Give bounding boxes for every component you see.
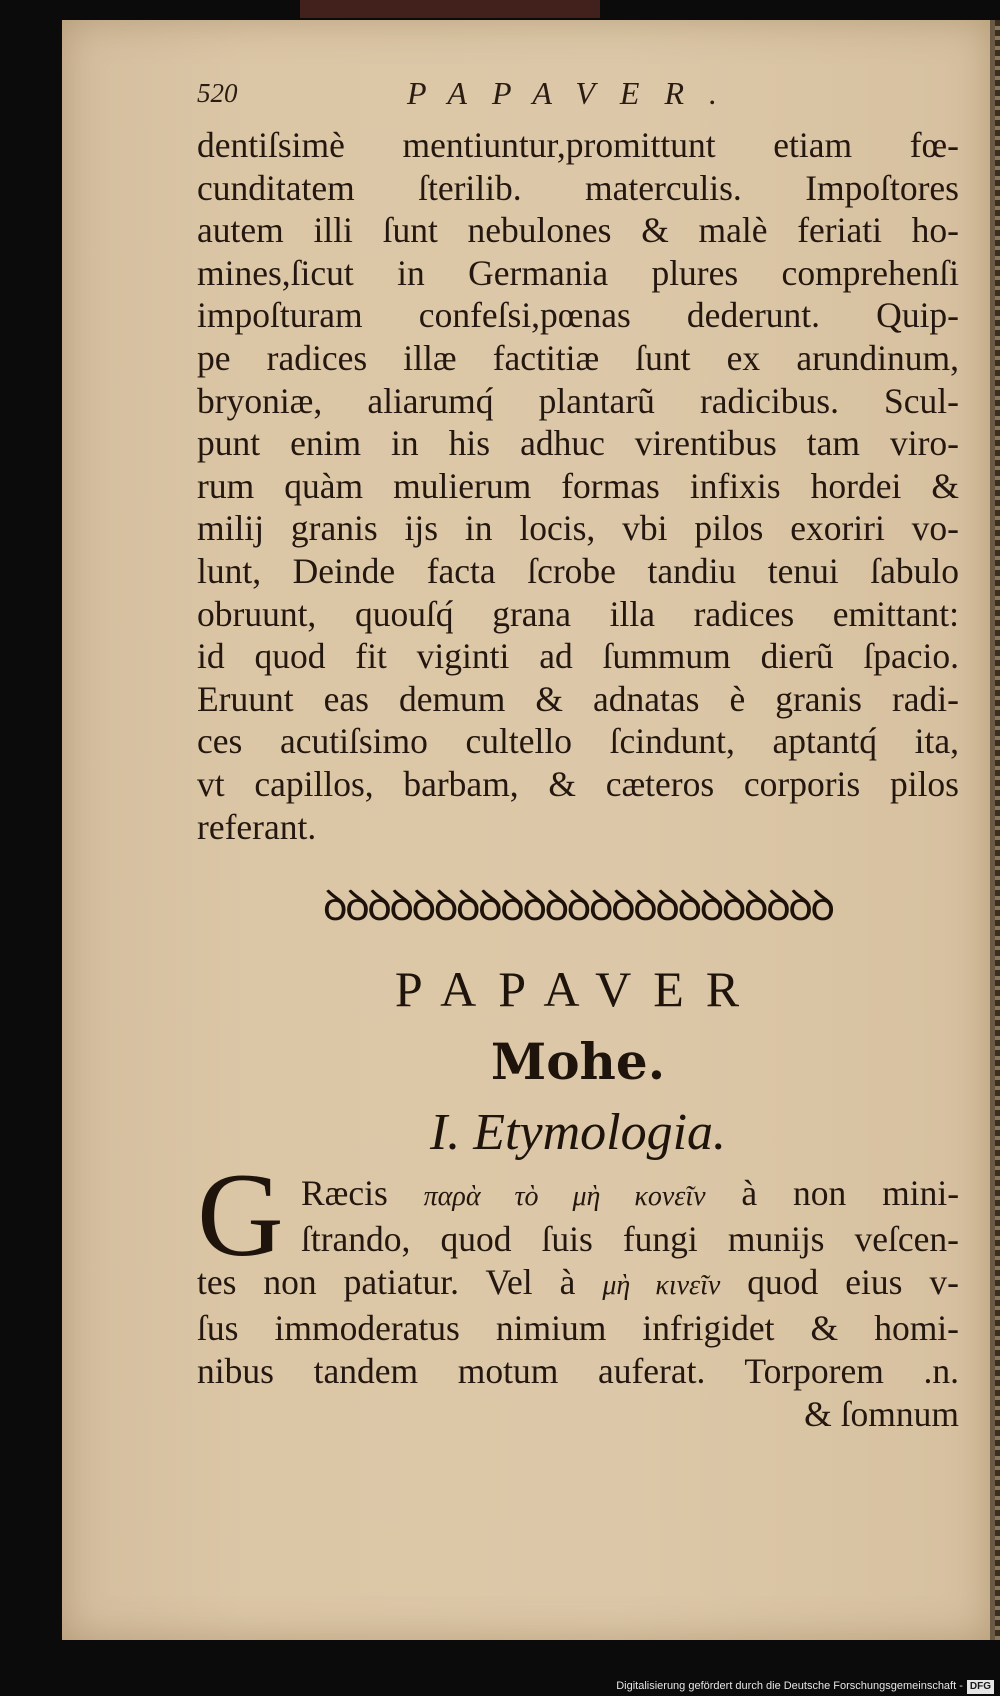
page-number: 520 [197,78,238,108]
text-line: ces acutiſsimo cultello ſcindunt, aptantq́ ita, [197,721,959,762]
catchword: & ſomnum [804,1394,959,1434]
binding-strip [300,0,600,18]
text-fragment: à non mini- [741,1173,960,1213]
text-line: vt capillos, barbam, & cæteros corporis pilos [197,763,959,804]
text-line: impoſturam confeſsi,pœnas dederunt. Quip- [197,295,959,336]
german-name: Mohe. [490,1032,666,1091]
text-fragment: quod eius v- [747,1262,959,1302]
text-line: rum quàm mulierum formas infixis hordei & [197,465,959,506]
running-title: PAPAVER. [407,75,742,111]
greek-text: μὴ κινεῖν [602,1270,721,1301]
drop-capital: G [197,1148,284,1281]
dfg-logo: DFG [967,1680,994,1694]
body-text [197,124,959,848]
text-line: ſus immoderatus nimium infrigidet & homi- [197,1308,959,1348]
chapter-title: PAPAVER [394,961,762,1017]
ornamental-border: ꝺꝺꝺꝺꝺꝺꝺꝺꝺꝺꝺꝺꝺꝺꝺꝺꝺꝺꝺꝺꝺꝺꝺ [322,884,833,930]
page-edge [995,20,1000,1640]
text-line: punt enim in his adhuc virentibus tam viro- [197,423,959,464]
text-line: dentiſsimè mentiuntur,promittunt etiam fœ- [197,125,959,165]
greek-text: παρὰ τὸ μὴ κονεῖν [423,1181,706,1212]
text-line: pe radices illæ factitiæ ſunt ex arundinum, [197,337,959,378]
text-line: obruunt, quouſq́ grana illa radices emittant: [197,593,959,634]
text-line [197,1172,959,1218]
running-head [197,70,957,116]
text-line: id quod fit viginti ad ſummum dierũ ſpacio. [197,636,959,677]
text-line [197,1261,959,1307]
text-line: autem illi ſunt nebulones & malè feriati ho- [197,210,959,251]
text-fragment: tes non patiatur. Vel à [197,1262,576,1302]
text-line: Eruunt eas demum & adnatas è granis radi- [197,678,959,719]
text-line: nibus tandem motum auferat. Torporem .n. [197,1351,959,1391]
text-line: ſtrando, quod ſuis fungi munijs veſcen- [301,1219,959,1259]
credit-text: Digitalisierung gefördert durch die Deutsche Forschungsgemeinschaft - [616,1680,963,1692]
text-fragment: Ræcis [301,1173,388,1213]
text-line: bryoniæ, aliarumq́ plantarũ radicibus. Scul- [197,380,959,421]
text-line: milij granis ijs in locis, vbi pilos exoriri vo- [197,508,959,549]
section-heading: I. Etymologia. [429,1104,727,1161]
section-text [197,1172,959,1436]
text-line: mines,ſicut in Germania plures comprehenſi [197,252,959,293]
digitization-credit [0,1676,1000,1696]
text-line: cunditatem ſterilib. materculis. Impoſtores [197,167,959,208]
text-line: lunt, Deinde facta ſcrobe tandiu tenui ſabulo [197,550,959,591]
text-line: referant. [197,806,317,847]
